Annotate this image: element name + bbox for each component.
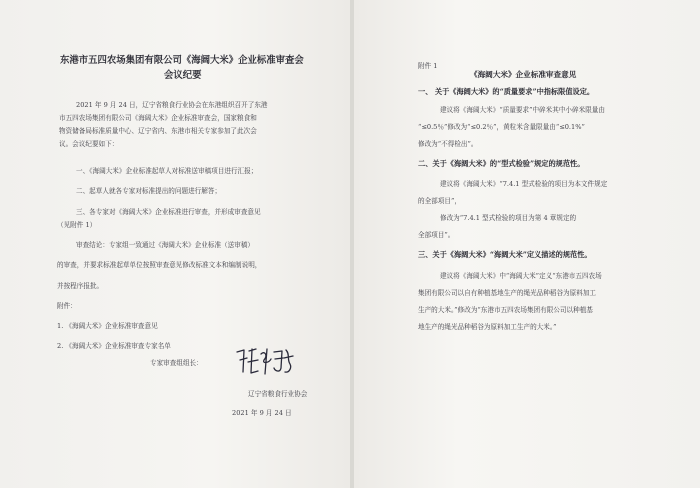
- minutes-item: 二、起草人就各专家对标准提出的问题进行解答；: [76, 187, 222, 195]
- attachment-item: 2. 《海阔大米》企业标准审查专家名单: [57, 342, 171, 350]
- minutes-title-line1: 东港市五四农场集团有限公司《海阔大米》企业标准审查会: [60, 55, 304, 66]
- conclusion-line: 的审查，并要求标准起草单位按照审查意见修改标准文本和编制说明，: [57, 261, 262, 269]
- section-line: 全部项目”。: [418, 231, 455, 239]
- section-line: 地生产的绳光品种稻谷为原料加工生产的大米。”: [418, 323, 557, 331]
- section-line: 集团有限公司以自有种植基地生产的绳光品种稻谷为原料加工: [418, 289, 597, 297]
- attachment-number: 附件 1: [418, 62, 438, 70]
- section-line: “≤0.5％”修改为“≤0.2％”，黄粒米含量限量由“≤0.1%”: [418, 123, 585, 131]
- minutes-title-line2: 会议纪要: [164, 70, 202, 81]
- paragraph-line: 议。会议纪要如下：: [59, 140, 119, 148]
- issue-date: 2021 年 9 月 24 日: [232, 409, 292, 417]
- attachments-label: 附件：: [57, 302, 77, 310]
- minutes-item: （见附件 1）: [57, 221, 97, 229]
- leader-label: 专家审查组组长：: [150, 359, 203, 367]
- section-heading: 一、 关于《海阔大米》的“质量要求”中指标限值设定。: [418, 87, 595, 96]
- paragraph-line: 2021 年 9 月 24 日，辽宁省粮食行业协会在东港组织召开了东港: [76, 101, 268, 109]
- handwritten-signature: [234, 346, 296, 376]
- section-line: 建议将《海阔大米》中“海阔大米”定义“东港市五四农场: [440, 272, 602, 280]
- section-heading: 三、关于《海阔大米》“海阔大米”定义描述的规范性。: [418, 250, 592, 259]
- issuing-organization: 辽宁省粮食行业协会: [248, 390, 308, 398]
- opinion-title: 《海阔大米》企业标准审查意见: [470, 70, 577, 79]
- minutes-item: 一、《海阔大米》企业标准起草人对标准送审稿项目进行汇报；: [76, 167, 258, 175]
- section-line: 修改为“不得检出”。: [418, 140, 478, 148]
- conclusion-line: 审查结论：专家组一致通过《海阔大米》企业标准（送审稿）: [76, 241, 255, 249]
- section-line: 修改为“7.4.1 型式检验的项目为第 4 章规定的: [440, 214, 577, 222]
- conclusion-line: 并按程序报批。: [57, 282, 104, 290]
- minutes-item: 三、各专家对《海阔大米》企业标准进行审查，并形成审查意见: [76, 208, 261, 216]
- section-line: 的全部项目”，: [418, 197, 461, 205]
- paragraph-line: 物资储备局标准质量中心、辽宁省内、东港市相关专家参加了此次会: [59, 127, 257, 135]
- section-line: 建议将《海阔大米》“质量要求”中碎米其中小碎米限量由: [440, 106, 605, 114]
- right-document-page: [354, 0, 700, 488]
- paragraph-line: 市五四农场集团有限公司《海阔大米》企业标准审查会，国家粮食和: [59, 114, 257, 122]
- section-heading: 二、关于《海阔大米》的“型式检验”规定的规范性。: [418, 159, 585, 168]
- section-line: 生产的大米。”修改为“东港市五四农场集团有限公司以种植基: [418, 306, 593, 314]
- section-line: 建议将《海阔大米》“7.4.1 型式检验的项目为本文件规定: [440, 180, 608, 188]
- attachment-item: 1. 《海阔大米》企业标准审查意见: [57, 322, 158, 330]
